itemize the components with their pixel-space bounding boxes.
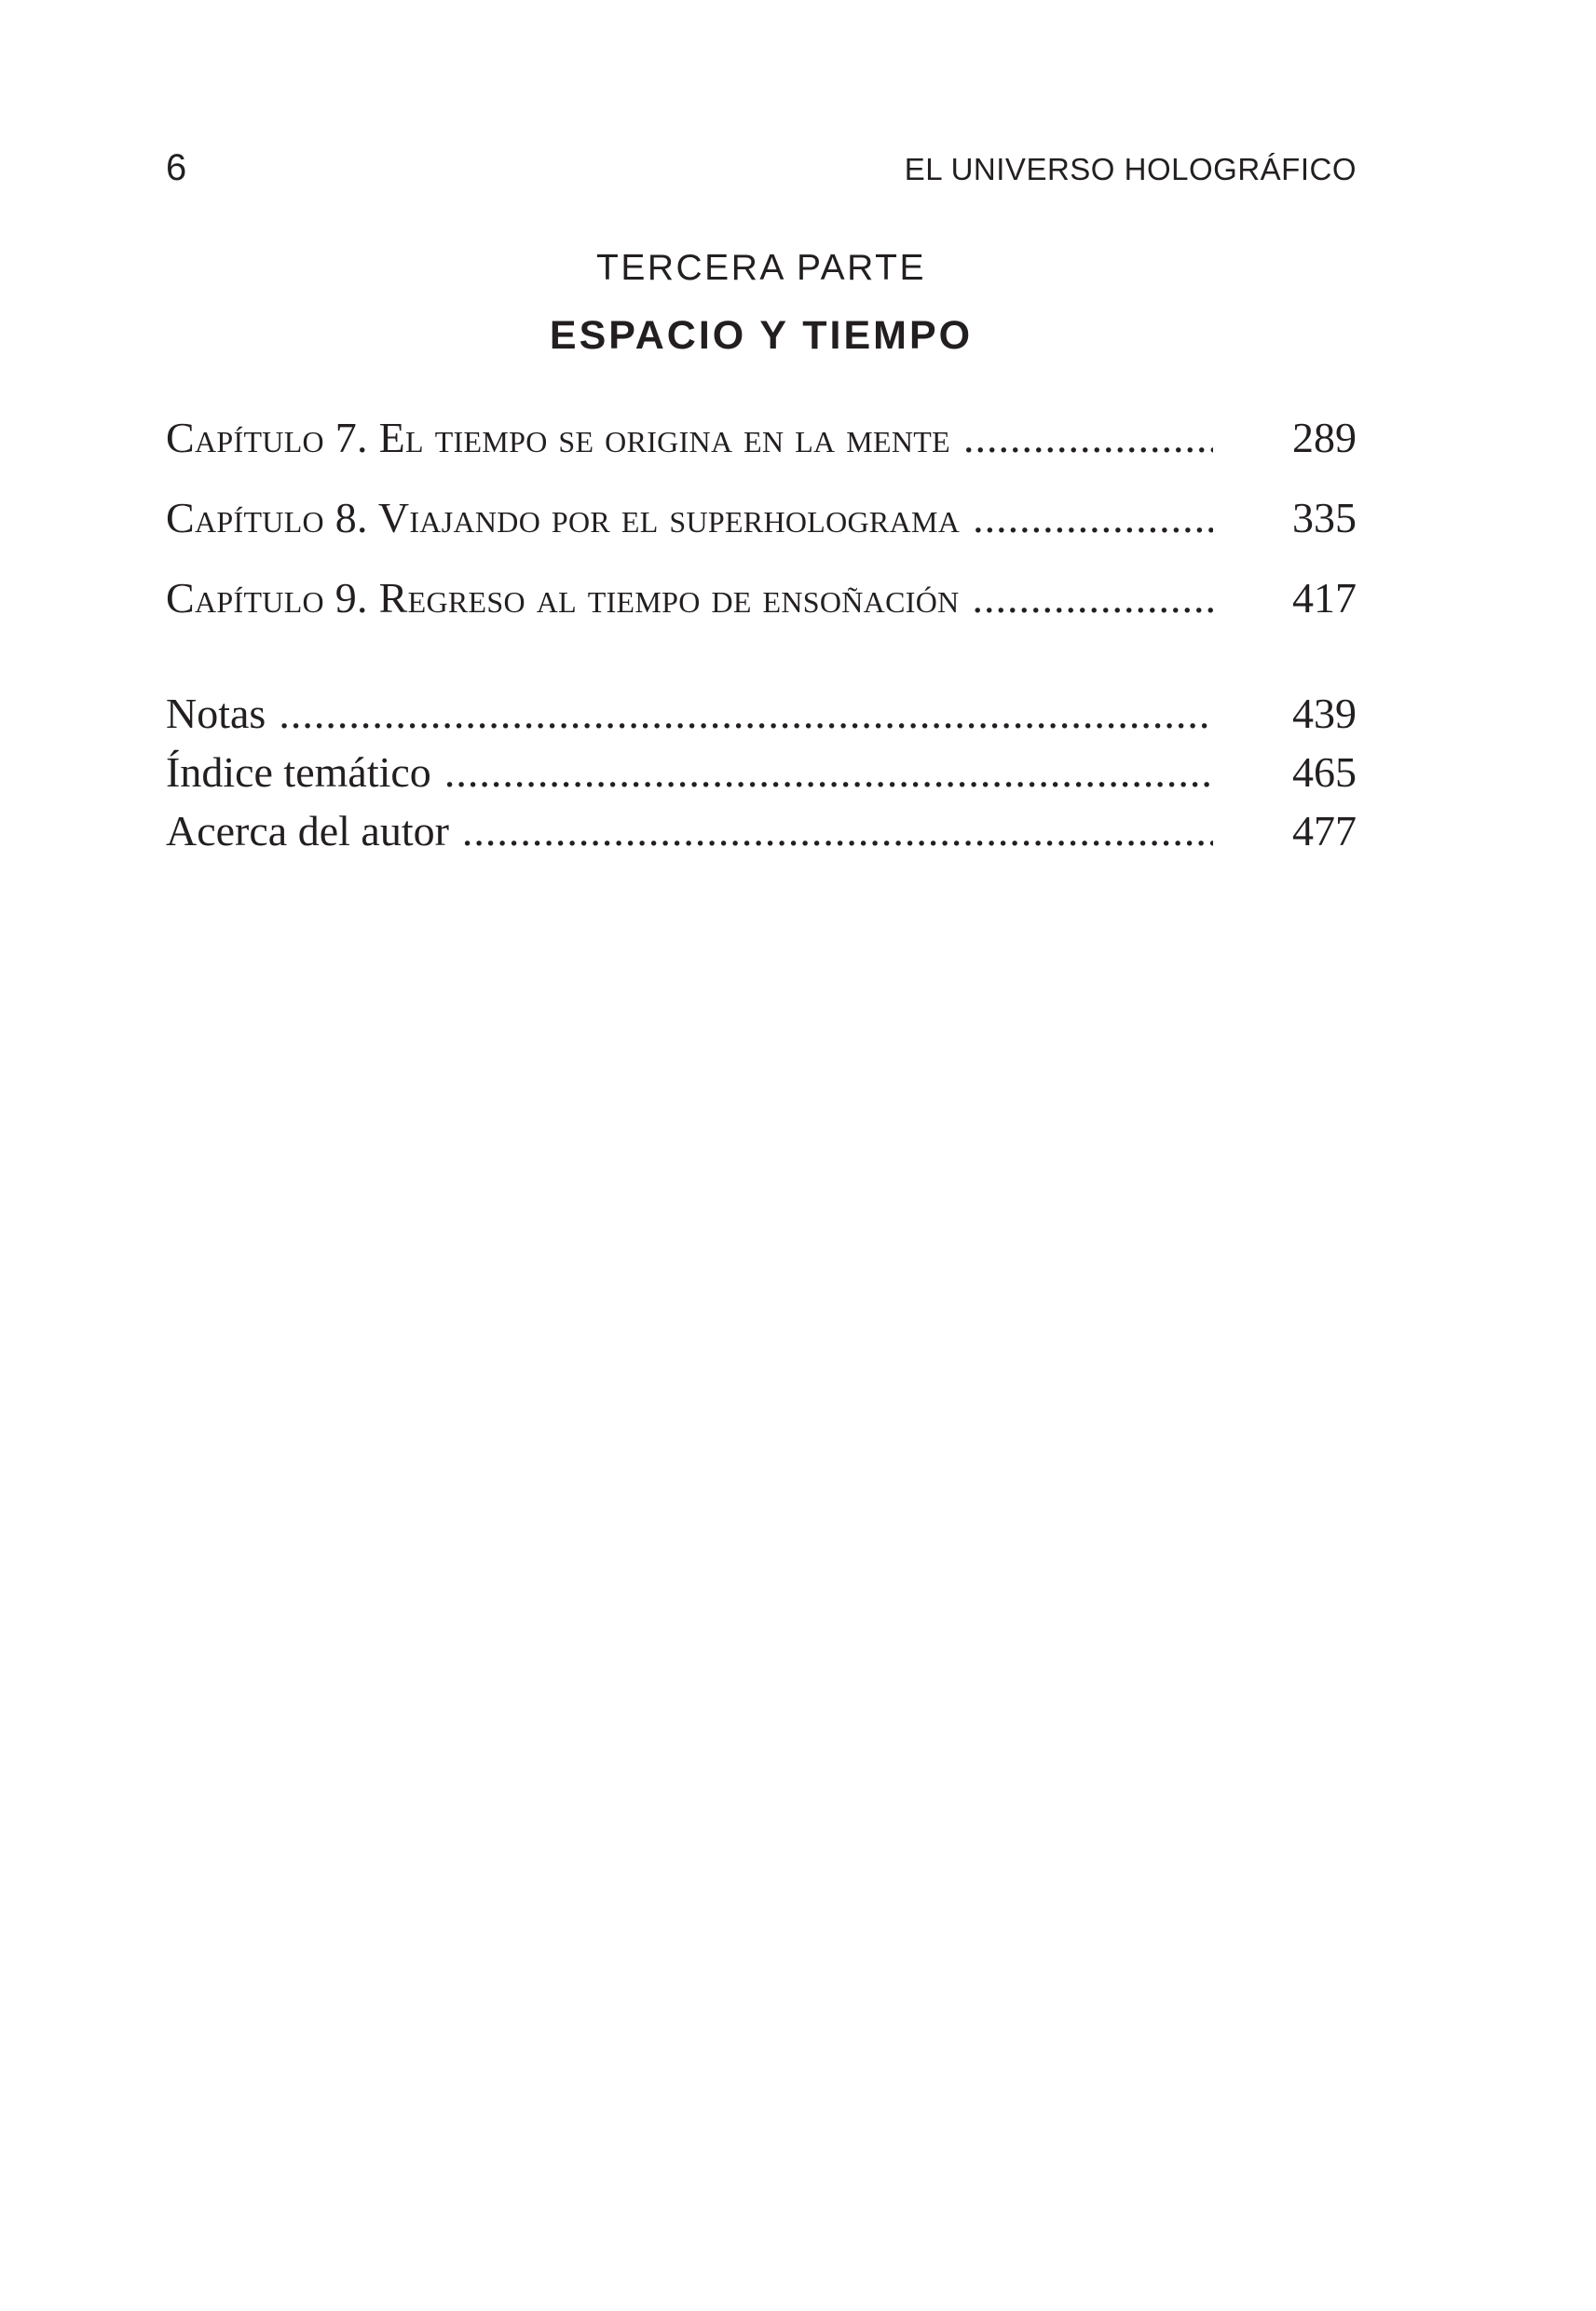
part-label: TERCERA PARTE xyxy=(596,248,926,288)
toc-entry-page: 335 xyxy=(1292,494,1357,541)
dot-leader xyxy=(973,490,1213,546)
toc-entry-indice-tematico[interactable] xyxy=(166,745,1357,803)
toc-entry-page: 477 xyxy=(1292,807,1357,855)
toc-entry-title: Acerca del autor xyxy=(166,807,449,855)
page-number: 6 xyxy=(166,147,187,188)
dot-leader xyxy=(963,410,1213,466)
toc-entry-chapter-9[interactable] xyxy=(166,570,1357,650)
toc-entry-title: Capítulo 7. El tiempo se origina en la mente xyxy=(166,414,950,461)
toc-entry-chapter-7[interactable] xyxy=(166,410,1357,490)
dot-leader xyxy=(444,745,1213,800)
toc-entry-page: 289 xyxy=(1292,414,1357,461)
toc-entry-acerca-del-autor[interactable] xyxy=(166,803,1357,862)
dot-leader xyxy=(462,803,1213,859)
chapter-list xyxy=(166,410,1357,650)
toc-entry-page: 439 xyxy=(1292,690,1357,737)
part-title: ESPACIO Y TIEMPO xyxy=(549,313,974,358)
toc-entry-chapter-8[interactable] xyxy=(166,490,1357,570)
back-matter-list xyxy=(166,686,1357,862)
running-title: EL UNIVERSO HOLOGRÁFICO xyxy=(904,152,1357,186)
toc-entry-title: Capítulo 9. Regreso al tiempo de ensoñación xyxy=(166,574,960,622)
toc-entry-title: Notas xyxy=(166,690,266,737)
dot-leader xyxy=(279,686,1213,742)
toc-entry-page: 465 xyxy=(1292,748,1357,796)
toc-entry-notas[interactable] xyxy=(166,686,1357,745)
toc-entry-title: Capítulo 8. Viajando por el superholograma xyxy=(166,494,961,541)
running-head xyxy=(166,142,1357,198)
toc-entry-page: 417 xyxy=(1292,574,1357,622)
part-heading xyxy=(166,240,1357,363)
dot-leader xyxy=(973,570,1213,626)
toc-entry-title: Índice temático xyxy=(166,748,431,796)
